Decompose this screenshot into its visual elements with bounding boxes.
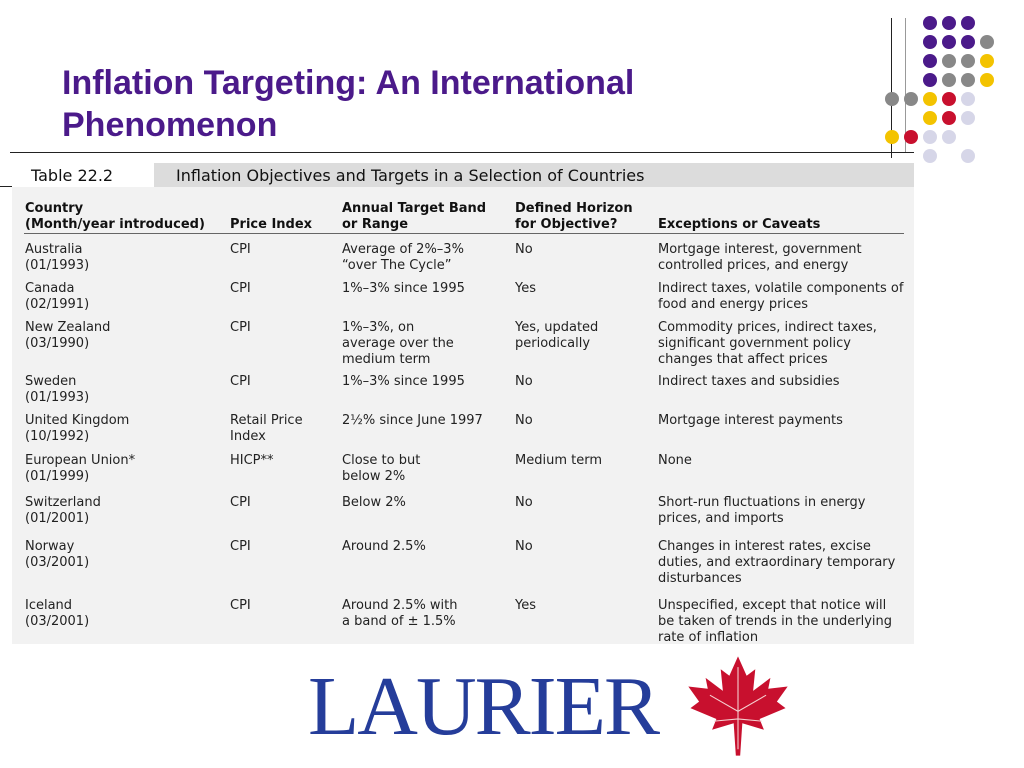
cell-country: United Kingdom (10/1992)	[25, 413, 130, 444]
cell-horizon: No	[515, 374, 533, 389]
cell-exceptions: Indirect taxes, volatile components of food and energy prices	[658, 281, 904, 312]
column-header-country: Country (Month/year introduced)	[25, 201, 205, 232]
cell-price-index: CPI	[230, 320, 251, 335]
cell-exceptions: Mortgage interest payments	[658, 413, 843, 428]
cell-country: Sweden (01/1993)	[25, 374, 90, 405]
decor-dot	[942, 73, 956, 87]
cell-horizon: No	[515, 539, 533, 554]
decor-dot	[885, 92, 899, 106]
cell-price-index: CPI	[230, 374, 251, 389]
decor-dot	[961, 16, 975, 30]
decor-dot	[904, 92, 918, 106]
cell-horizon: Yes, updated periodically	[515, 320, 599, 351]
logo-wordmark: LAURIER	[308, 660, 658, 753]
cell-horizon: Yes	[515, 598, 536, 613]
cell-country: Norway (03/2001)	[25, 539, 90, 570]
decor-dot	[980, 54, 994, 68]
decor-dot	[923, 54, 937, 68]
cell-target: Around 2.5% with a band of ± 1.5%	[342, 598, 458, 629]
cell-price-index: CPI	[230, 598, 251, 613]
slide-title: Inflation Targeting: An International Phenomenon	[62, 64, 635, 144]
column-header-target: Annual Target Band or Range	[342, 201, 487, 232]
decor-dot	[923, 92, 937, 106]
decor-dot	[923, 35, 937, 49]
decor-dot	[923, 130, 937, 144]
cell-exceptions: None	[658, 453, 692, 468]
decor-dot	[980, 35, 994, 49]
decorative-vertical-line	[891, 18, 892, 158]
decor-dot	[961, 54, 975, 68]
cell-target: Below 2%	[342, 495, 406, 510]
cell-target: 1%–3% since 1995	[342, 281, 465, 296]
cell-exceptions: Indirect taxes and subsidies	[658, 374, 840, 389]
decor-dot	[923, 73, 937, 87]
decor-dot	[961, 35, 975, 49]
cell-country: European Union* (01/1999)	[25, 453, 136, 484]
cell-horizon: Medium term	[515, 453, 602, 468]
decor-dot	[885, 130, 899, 144]
decor-dot	[942, 35, 956, 49]
column-header-horizon: Defined Horizon for Objective?	[515, 201, 633, 232]
cell-exceptions: Commodity prices, indirect taxes, significant government policy changes that affect prices	[658, 320, 877, 367]
cell-target: 1%–3% since 1995	[342, 374, 465, 389]
decor-dot	[961, 73, 975, 87]
decor-dot	[942, 54, 956, 68]
cell-exceptions: Short-run fluctuations in energy prices, and imports	[658, 495, 866, 526]
left-tick-mark	[0, 186, 12, 187]
cell-exceptions: Mortgage interest, government controlled prices, and energy	[658, 242, 862, 273]
decor-dot	[961, 92, 975, 106]
decor-dot	[980, 73, 994, 87]
table-number: Table 22.2	[12, 163, 154, 187]
cell-country: Switzerland (01/2001)	[25, 495, 101, 526]
maple-leaf-icon	[684, 652, 792, 760]
cell-price-index: CPI	[230, 539, 251, 554]
decor-dot	[942, 111, 956, 125]
column-header-exceptions: Exceptions or Caveats	[658, 217, 821, 232]
cell-price-index: Retail Price Index	[230, 413, 303, 444]
cell-country: Canada (02/1991)	[25, 281, 90, 312]
decor-dot	[904, 130, 918, 144]
cell-price-index: CPI	[230, 242, 251, 257]
cell-price-index: CPI	[230, 281, 251, 296]
laurier-logo	[300, 648, 800, 763]
cell-horizon: No	[515, 413, 533, 428]
cell-target: 1%–3%, on average over the medium term	[342, 320, 454, 367]
cell-horizon: Yes	[515, 281, 536, 296]
cell-target: Close to but below 2%	[342, 453, 421, 484]
decor-dot	[923, 16, 937, 30]
table-caption: Inflation Objectives and Targets in a Selection of Countries	[176, 166, 645, 185]
cell-country: Iceland (03/2001)	[25, 598, 90, 629]
decor-dot	[942, 92, 956, 106]
decor-dot	[942, 16, 956, 30]
cell-country: New Zealand (03/1990)	[25, 320, 111, 351]
decorative-vertical-line-light	[905, 18, 906, 153]
decor-dot	[961, 111, 975, 125]
cell-exceptions: Changes in interest rates, excise duties, and extraordinary temporary disturbances	[658, 539, 896, 586]
cell-country: Australia (01/1993)	[25, 242, 90, 273]
cell-exceptions: Unspecified, except that notice will be taken of trends in the underlying rate of inflation	[658, 598, 893, 644]
table-figure	[12, 163, 914, 644]
cell-target: Average of 2%–3% “over The Cycle”	[342, 242, 464, 273]
header-rule	[24, 233, 904, 234]
column-header-price-index: Price Index	[230, 217, 313, 232]
decor-dot	[942, 130, 956, 144]
cell-price-index: CPI	[230, 495, 251, 510]
cell-horizon: No	[515, 495, 533, 510]
title-divider	[10, 152, 914, 153]
cell-target: 2½% since June 1997	[342, 413, 483, 428]
cell-target: Around 2.5%	[342, 539, 426, 554]
decor-dot	[923, 149, 937, 163]
decor-dot	[923, 111, 937, 125]
decor-dot	[961, 149, 975, 163]
cell-price-index: HICP**	[230, 453, 274, 468]
cell-horizon: No	[515, 242, 533, 257]
